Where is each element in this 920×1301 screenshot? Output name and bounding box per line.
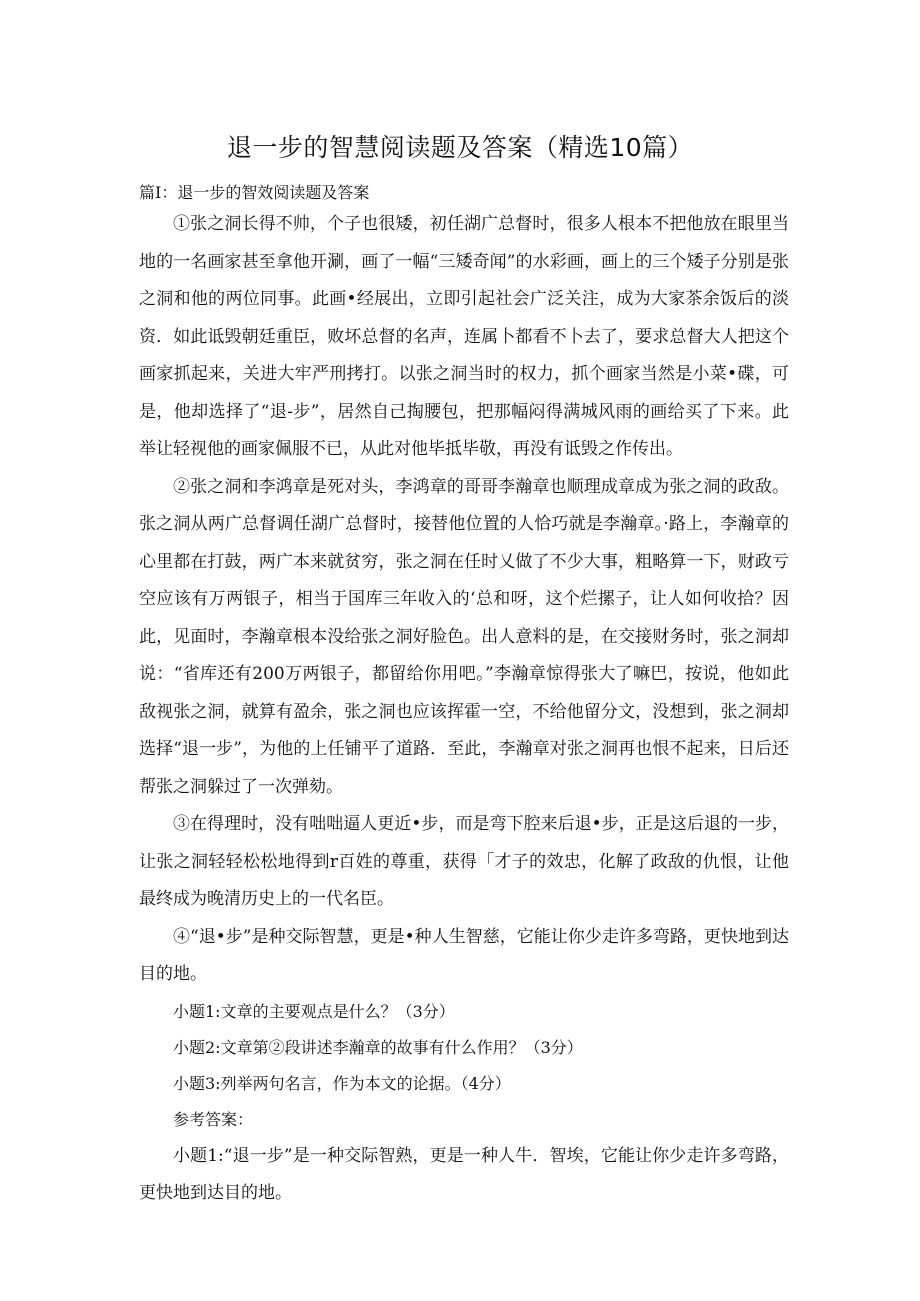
section-heading: 篇I：退一步的智效阅读题及答案	[139, 183, 370, 202]
document-title: 退一步的智慧阅读题及答案（精选10篇）	[226, 133, 694, 162]
question-1: 小题1:文章的主要观点是什么？（3分）	[173, 1001, 455, 1021]
answer-label: 参考答案：	[173, 1109, 254, 1129]
paragraph-2: ②张之洞和李鸿章是死对头，李鸿章的哥哥李瀚章也顺理成章成为张之洞的政敌。张之洞从两广总督调任湖广总督时，接替他位置的人恰巧就是李瀚章。·路上，李瀚章的心里都在打鼓，两广本来就贫穷，张之洞在任时乂做了不少大事，粗略算一下，财政亏空应该有万两银子，相当于国库三年收入的‘总和呀，这个烂摞子，让人如何收拾？因此，见面时，李瀚章根本没给张之洞好脸色。出人意料的是，在交接财务时，张之洞却说：“省库还有200万两银子，都留给你用吧。”李瀚章惊得张大了嘛巴，按说，他如此敌视张之洞，就算有盈余，张之洞也应该挥霍一空，不给他留分文，没想到，张之洞却选择“退一步”，为他的上任铺平了道路．至此，李瀚章对张之洞再也恨不起来，日后还帮张之洞躲过了一次弹劾。	[139, 476, 789, 797]
answer-1: 小题1:“退一步”是一种交际智熟，更是一种人牛．智埃，它能让你少走许多弯路，更快地到达目的地。	[139, 1145, 789, 1203]
paragraph-1: ①张之洞长得不帅，个子也很矮，初任湖广总督时，很多人根本不把他放在眼里当地的一名画家甚至拿他开涮，画了一幅“三矮奇闻”的水彩画，画上的三个矮子分别是张之洞和他的两位同事。此画•经展出，立即引起社会广泛关注，成为大家茶余饭后的淡资．如此诋毁朝廷重臣，败坏总督的名声，连属卜都看不卜去了，要求总督大人把这个画家抓起来，关进大牢严刑拷打。以张之洞当时的权力，抓个画家当然是小菜•碟，可是，他却选择了“退-步”，居然自己掏腰包，把那幅闷得满城风雨的画给买了下来。此举让轻视他的画家佩服不已，从此对他毕抵毕敬，再没有诋毁之作传出。	[139, 214, 789, 459]
question-3: 小题3:列举两句名言，作为本文的论据。（4分）	[173, 1073, 511, 1093]
paragraph-4: ④“退•步”是种交际智慧，更是•种人生智慈，它能让你少走许多弯路，更快地到达目的地。	[139, 926, 789, 984]
article-body	[139, 206, 789, 1213]
paragraph-3: ③在得理时，没有咄咄逼人更近•步，而是弯下腔来后退•步，正是这后退的一步，让张之洞轻轻松松地得到r百姓的尊重，获得「才子的效忠，化解了政敌的仇恨，让他最终成为晚清历史上的一代名臣。	[139, 814, 789, 909]
question-2: 小题2:文章第②段讲述李瀚章的故事有什么作用？（3分）	[173, 1037, 583, 1057]
